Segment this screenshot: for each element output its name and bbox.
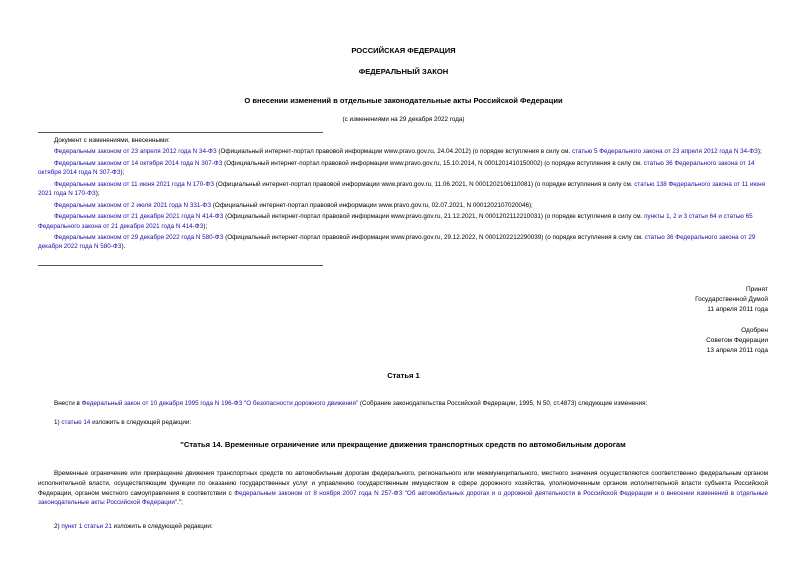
adoption-council <box>706 326 768 356</box>
item1-prefix: 1) <box>54 419 62 426</box>
amendment-article-link[interactable]: пункты 1, 2 и 3 статьи 64 и статью 65 Федерального закона от 21 декабря 2021 года N 414-ФЗ <box>38 213 753 230</box>
amendment-tail: ); <box>120 169 125 177</box>
intro-prefix: Внести в <box>54 400 82 407</box>
law-type-heading: ФЕДЕРАЛЬНЫЙ ЗАКОН <box>358 67 449 76</box>
item2-suffix: изложить в следующей редакции: <box>111 523 213 530</box>
article-14-title: "Статья 14. Временные ограничение или прекращение движения транспортных средств по автомобильным дорогам <box>180 440 626 449</box>
amendment-item <box>38 233 768 252</box>
art14-tail: ."; <box>177 499 183 507</box>
amendments-list <box>38 136 768 254</box>
amendment-link[interactable]: Федеральным законом от 2 июля 2021 года N 331-ФЗ <box>54 201 212 209</box>
article-14-text <box>38 469 768 508</box>
amendment-item <box>38 180 768 199</box>
law-257-link[interactable]: Федеральным законом от 8 ноября 2007 года N 257-ФЗ "Об автомобильных дорогах и о дорожной деятельности в Российской Федерации и о внесении изменений в отдельные законодательные акты Российской Федерации" <box>38 489 768 507</box>
amendment-text: (Официальный интернет-портал правовой информации www.pravo.gov.ru, 02.07.2021, N 0001202107020046); <box>211 201 533 209</box>
adopted-date: 11 апреля 2011 года <box>707 306 768 314</box>
article-1-item-2 <box>38 522 768 532</box>
amendment-tail: ); <box>95 190 100 198</box>
amendment-link[interactable]: Федеральным законом от 21 декабря 2021 года N 414-ФЗ <box>54 213 224 221</box>
article-1-intro <box>38 399 768 409</box>
document-title: О внесении изменений в отдельные законодательные акты Российской Федерации <box>244 96 563 105</box>
amendment-link[interactable]: Федеральным законом от 29 декабря 2022 года N 580-ФЗ <box>54 233 224 241</box>
amendment-item <box>38 147 768 156</box>
adopted-label: Принят <box>745 286 768 293</box>
amendment-tail: ); <box>203 222 208 230</box>
divider-bottom <box>38 265 323 266</box>
amendment-article-link[interactable]: статью 36 Федерального закона от 29 декабря 2022 года N 580-ФЗ <box>38 233 756 251</box>
approved-by: Советом Федерации <box>706 337 768 345</box>
amendment-tail: ); <box>757 148 762 156</box>
amendment-text: (Официальный интернет-портал правовой информации www.pravo.gov.ru, 15.10.2014, N 0001201410150002) (о порядке вступления в силу см. <box>222 159 644 167</box>
adopted-by: Государственной Думой <box>695 296 768 304</box>
approved-date: 13 апреля 2011 года <box>706 347 768 355</box>
amendment-link[interactable]: Федеральным законом от 14 октября 2014 года N 307-ФЗ <box>54 159 223 167</box>
country-heading: РОССИЙСКАЯ ФЕДЕРАЦИЯ <box>351 46 456 55</box>
article-1-item-1 <box>38 418 768 428</box>
amendment-article-link[interactable]: статью 36 Федерального закона от 14 октября 2014 года N 307-ФЗ <box>38 159 755 177</box>
item1-suffix: изложить в следующей редакции: <box>90 419 192 426</box>
amendment-text: (Официальный интернет-портал правовой информации www.pravo.gov.ru, 21.12.2021, N 0001202112210031) (о порядке вступления в силу см. <box>223 213 645 221</box>
adoption-duma <box>695 285 768 315</box>
item2-prefix: 2) <box>54 523 62 530</box>
amendment-article-link[interactable]: статью 138 Федерального закона от 11 июня 2021 года N 170-ФЗ <box>38 180 766 198</box>
amendment-item <box>38 212 768 231</box>
amendment-article-link[interactable]: статью 5 Федерального закона от 23 апреля 2012 года N 34-ФЗ <box>572 148 758 156</box>
amendment-tail: ). <box>121 243 126 251</box>
art14-body: Временные ограничение или прекращение движения транспортных средств по автомобильным дорогам федерального, регионального или межмуниципального, местного значения осуществляются соответственно федеральным органом исполнительной власти, осуществляющим функции по оказанию государственных услуг и управлению государственным имуществом в сфере дорожного хозяйства, уполномоченным органом исполнительной власти субъекта Российской Федерации, органом местного самоуправления в соответствии с <box>38 470 768 497</box>
approved-label: Одобрен <box>741 327 768 334</box>
amendment-text: (Официальный интернет-портал правовой информации www.pravo.gov.ru, 11.06.2021, N 0001202106110081) (о порядке вступления в силу см. <box>214 180 635 188</box>
amendment-item <box>38 201 768 210</box>
amendments-intro: Документ с изменениями, внесенными: <box>54 137 170 144</box>
amendment-text: (Официальный интернет-портал правовой информации www.pravo.gov.ru, 29.12.2022, N 0001202212290039) (о порядке вступления в силу см. <box>223 233 645 241</box>
article-1-heading: Статья 1 <box>387 371 420 380</box>
amendment-link[interactable]: Федеральным законом от 11 июня 2021 года N 170-ФЗ <box>54 180 214 188</box>
article-21-link[interactable]: пункт 1 статьи 21 <box>61 523 112 530</box>
law-196-link[interactable]: Федеральный закон от 10 декабря 1995 года N 196-ФЗ "О безопасности дорожного движения" <box>81 400 359 407</box>
amendment-text: (Официальный интернет-портал правовой информации www.pravo.gov.ru, 24.04.2012) (о порядке вступления в силу см. <box>216 148 573 156</box>
amendment-link[interactable]: Федеральным законом от 23 апреля 2012 года N 34-ФЗ <box>54 148 217 156</box>
amendment-item <box>38 159 768 178</box>
article-14-link[interactable]: статью 14 <box>61 419 91 426</box>
changes-note: (с изменениями на 29 декабря 2022 года) <box>342 116 465 123</box>
divider-top <box>38 132 323 133</box>
intro-suffix: (Собрание законодательства Российской Федерации, 1995, N 50, ст.4873) следующие изменения: <box>358 400 648 407</box>
